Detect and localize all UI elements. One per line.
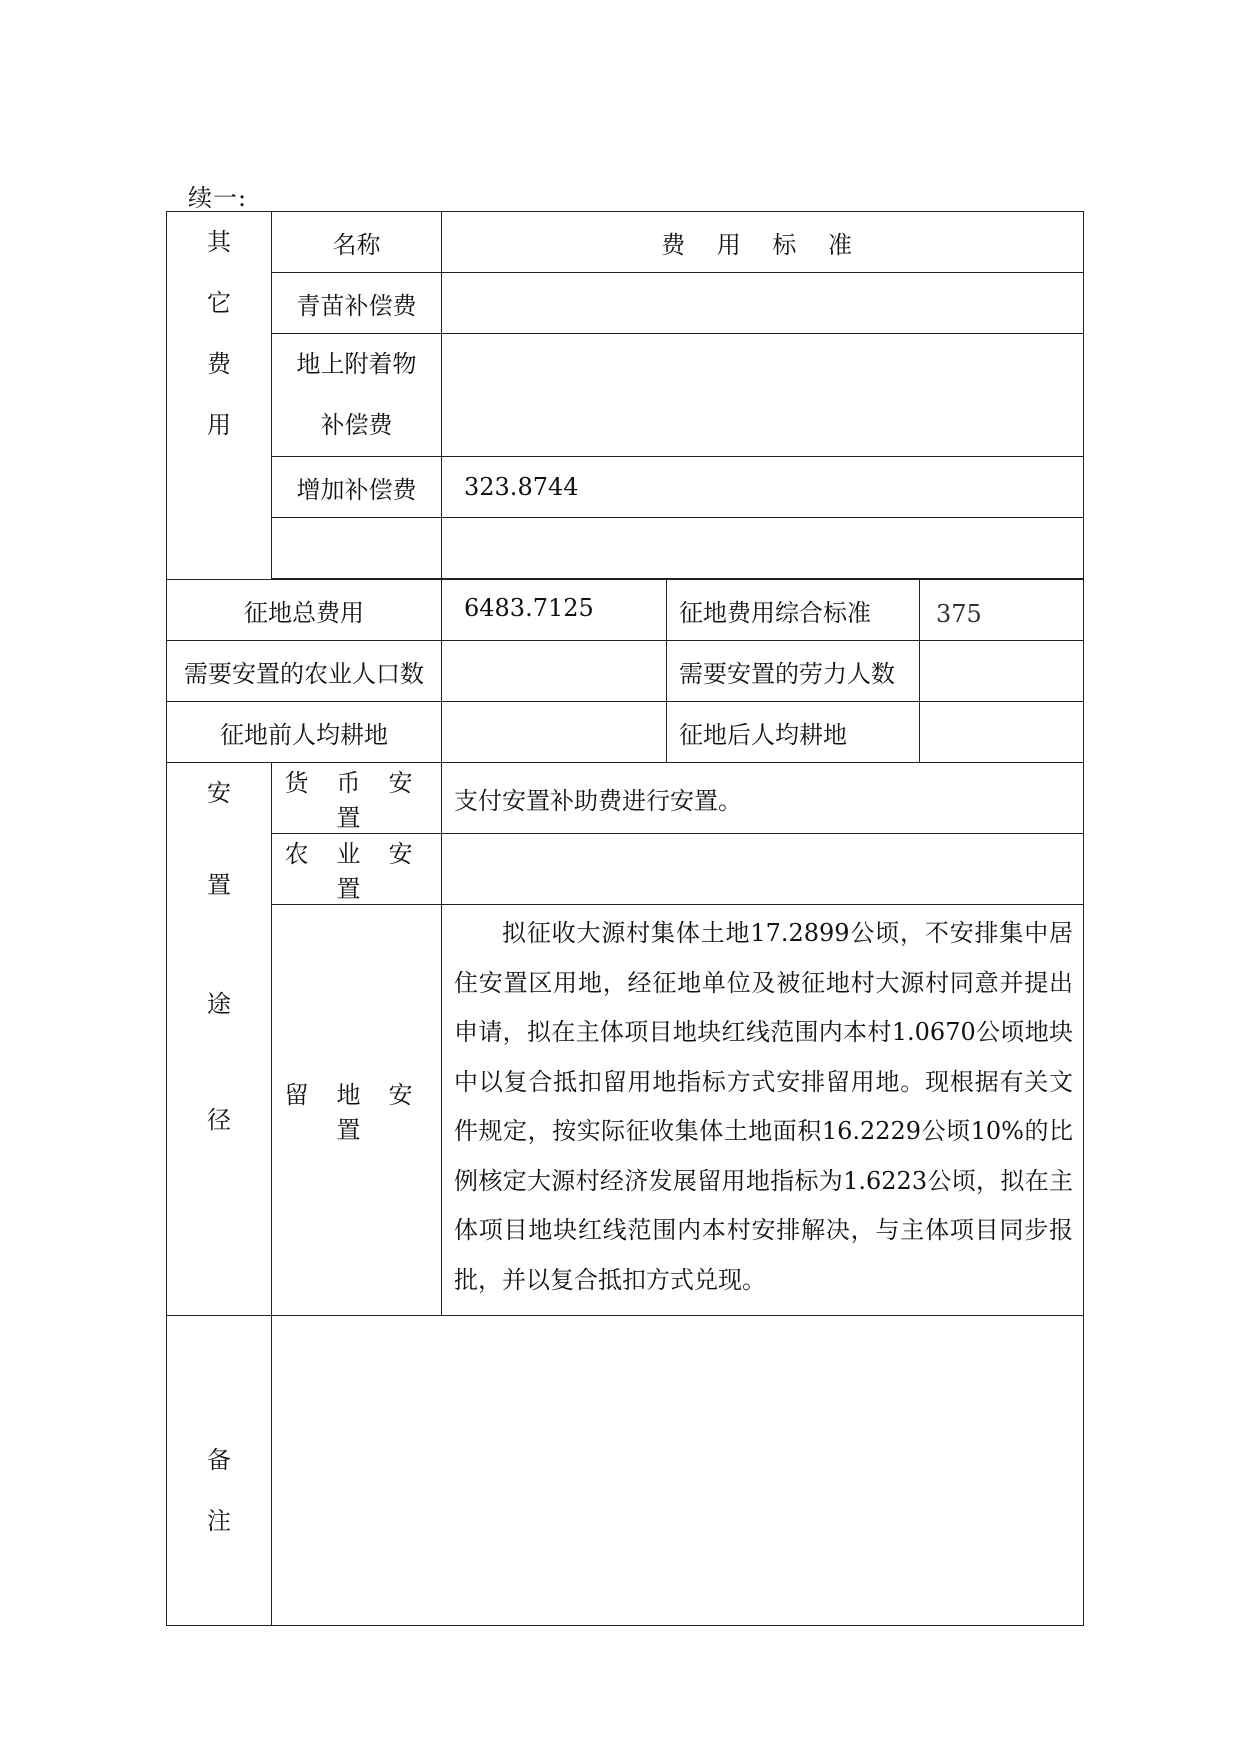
fee-name-attachments: 地上附着物 补偿费 xyxy=(272,334,442,457)
resettlement-section-label: 安 置 途 径 xyxy=(167,763,272,1316)
farmland-before-value xyxy=(442,702,667,763)
remarks-label: 备 注 xyxy=(167,1316,272,1626)
monetary-resettlement-value: 支付安置补助费进行安置。 xyxy=(442,763,1084,834)
farmland-after-label: 征地后人均耕地 xyxy=(667,702,920,763)
labor-count-label: 需要安置的劳力人数 xyxy=(667,641,920,702)
land-acquisition-form xyxy=(166,211,1084,1626)
total-fee-label: 征地总费用 xyxy=(167,580,442,641)
farmland-after-value xyxy=(920,702,1084,763)
composite-standard-value: 375 xyxy=(920,580,1084,641)
fee-value-attachments xyxy=(442,334,1084,457)
agricultural-resettlement-value xyxy=(442,834,1084,905)
total-fee-value: 6483.7125 xyxy=(442,580,667,641)
fee-name-green-crops: 青苗补偿费 xyxy=(272,273,442,334)
fee-value-blank xyxy=(442,518,1084,579)
fee-name-blank xyxy=(272,518,442,579)
farm-population-value xyxy=(442,641,667,702)
fee-name-additional: 增加补偿费 xyxy=(272,457,442,518)
composite-standard-label: 征地费用综合标准 xyxy=(667,580,920,641)
fee-value-green-crops xyxy=(442,273,1084,334)
other-fees-section-label: 其 它 费 用 xyxy=(167,212,272,580)
reserved-land-description: 拟征收大源村集体土地17.2899公顷，不安排集中居住安置区用地，经征地单位及被征地村大源村同意并提出申请，拟在主体项目地块红线范围内本村1.0670公顷地块中以复合抵扣留用地指标方式安排留用地。现根据有关文件规定，按实际征收集体土地面积16.2229公顷10%的比例核定大源村经济发展留用地指标为1.6223公顷，拟在主体项目地块红线范围内本村安排解决，与主体项目同步报批，并以复合抵扣方式兑现。 xyxy=(442,905,1084,1316)
farm-population-label: 需要安置的农业人口数 xyxy=(167,641,442,702)
fee-value-additional: 323.8744 xyxy=(442,457,1084,518)
form-caption: 续一: xyxy=(188,184,248,212)
labor-count-value xyxy=(920,641,1084,702)
reserved-land-label: 留地安置 xyxy=(272,905,442,1316)
remarks-value xyxy=(272,1316,1084,1626)
header-standard: 费 用 标 准 xyxy=(442,212,1084,273)
header-name: 名称 xyxy=(272,212,442,273)
agricultural-resettlement-label: 农业安置 xyxy=(272,834,442,905)
monetary-resettlement-label: 货币安置 xyxy=(272,763,442,834)
farmland-before-label: 征地前人均耕地 xyxy=(167,702,442,763)
